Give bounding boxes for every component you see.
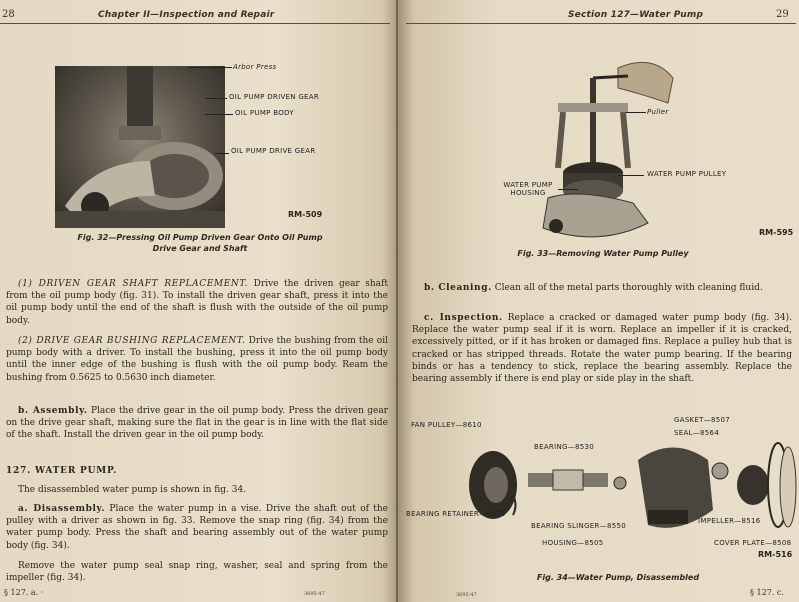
callout-drive-gear: OIL PUMP DRIVE GEAR (231, 147, 316, 155)
callout-housing: HOUSING—8505 (542, 539, 604, 547)
callout-seal: SEAL—8564 (674, 429, 720, 437)
paragraph-disassembly (6, 503, 388, 552)
paragraph-lead: (1) DRIVEN GEAR SHAFT REPLACEMENT. (18, 279, 249, 289)
figure-34-ref: RM-516 (758, 550, 793, 559)
figure-caption (20, 232, 380, 254)
leader-line (188, 67, 232, 68)
callout-pump-body: OIL PUMP BODY (235, 109, 294, 117)
puller-yoke (558, 103, 628, 112)
callout-bearing: BEARING—8530 (534, 443, 595, 451)
oil-pump-press-illustration (55, 66, 225, 228)
figure-34-caption: Fig. 34—Water Pump, Disassembled (536, 573, 700, 582)
paragraph-lead: a. Disassembly. (18, 504, 106, 514)
callout-fan-pulley: FAN PULLEY—8610 (411, 421, 482, 429)
leader-line (558, 189, 578, 190)
paragraph-drive-gear-bushing (6, 335, 388, 384)
paragraph-assembly (6, 405, 388, 442)
fan-pulley-hub (484, 467, 508, 503)
impeller (737, 465, 769, 505)
paragraph-driven-gear-shaft (6, 278, 388, 327)
left-page (0, 0, 398, 602)
callout-housing (498, 181, 558, 197)
header-rule (406, 23, 796, 24)
housing-port (549, 219, 563, 233)
leader-line (215, 153, 229, 154)
callout-gasket: GASKET—8507 (674, 416, 731, 424)
caption-line-2: Drive Gear and Shaft (152, 244, 248, 253)
callout-bearing-retainer: BEARING RETAINER—8576 (406, 510, 506, 518)
callout-impeller: IMPELLER—8516 (698, 517, 761, 525)
paragraph-cleaning (412, 282, 792, 294)
figure-photo (55, 66, 225, 228)
paragraph-intro: The disassembled water pump is shown in fig. 34. (18, 485, 247, 495)
callout-cover-plate: COVER PLATE—8508 (714, 539, 792, 547)
caption-line-1: Fig. 32—Pressing Oil Pump Driven Gear Onto Oil Pump (77, 233, 323, 242)
seal (712, 463, 728, 479)
leader-line (618, 175, 644, 176)
paragraph-lead: (2) DRIVE GEAR BUSHING REPLACEMENT. (18, 336, 246, 346)
running-head: Section 127—Water Pump (568, 10, 704, 20)
paragraph-lead: b. Assembly. (18, 406, 88, 416)
housing-outlet (648, 510, 688, 524)
press-head (119, 126, 161, 140)
press-ram (127, 66, 153, 136)
footer-section-ref: § 127. c. (750, 588, 784, 597)
footer-code: 3695-47 (456, 592, 477, 598)
paragraph-body: Place the drive gear in the oil pump body. Press the driven gear on the drive gear shaft, making sure the flat in the gear is in line with the flat side of the shaft. Install the driven gear in the oil pump body. (6, 406, 388, 441)
puller-illustration (478, 48, 678, 248)
hand (618, 62, 673, 103)
puller-handle (593, 76, 628, 78)
paragraph-lead: c. Inspection. (424, 313, 503, 323)
figure-33-ref: RM-595 (759, 228, 794, 237)
leader-line (626, 112, 646, 113)
callout-bearing-slinger: BEARING SLINGER—8550 (531, 522, 626, 530)
page-number: 28 (2, 9, 15, 20)
footer-section-ref: § 127. a. · (4, 588, 44, 597)
header-rule (0, 23, 390, 24)
leader-line (205, 114, 233, 115)
running-head: Chapter II—Inspection and Repair (98, 10, 275, 20)
callout-pulley: WATER PUMP PULLEY (647, 170, 727, 178)
press-bed (55, 211, 225, 228)
figure-34 (406, 415, 798, 575)
callout-housing-line-1: WATER PUMP (503, 181, 553, 189)
section-heading: 127. WATER PUMP. (6, 466, 118, 476)
paragraph-body: Replace a cracked or damaged water pump body (fig. 34). Replace the water pump seal if it is worn. Replace an impeller if it is cracked, excessively pitted, or if it has broken or damaged fins. Replace a pulley hub that is cracked or has stripped threads. Rotate the water pump bearing. If the bearing binds or has a tendency to stick, replace the bearing assembly. Replace the bearing assembly if there is end play or side play in the shaft. (412, 313, 792, 385)
callout-puller: Puller (647, 108, 669, 116)
callout-housing-line-2: HOUSING (510, 189, 546, 197)
right-page (398, 0, 799, 602)
bearing-retainer (513, 495, 516, 515)
callout-arbor-press: Arbor Press (233, 63, 277, 71)
paragraph-body: Drive the driven gear shaft from the oil pump body (fig. 31). To install the driven gear shaft, press it into the oil pump body until the end of the shaft is flush with the outside of the oil pump body. (6, 279, 388, 326)
callout-driven-gear: OIL PUMP DRIVEN GEAR (229, 93, 320, 101)
leader-line (205, 98, 227, 99)
paragraph-inspection (412, 312, 792, 385)
footer-code: 3695-47 (304, 591, 325, 597)
paragraph-body: Place the water pump in a vise. Drive the shaft out of the pulley with a driver as shown in fig. 33. Remove the snap ring (fig. 34) from the water pump body. Press the shaft and bearing assembly out of the water pump body (fig. 34). (6, 504, 388, 551)
paragraph-seal-removal: Remove the water pump seal snap ring, washer, seal and spring from the impeller (fig. 34). (6, 561, 388, 584)
figure-33 (458, 48, 798, 248)
bearing (553, 470, 583, 490)
figure-ref: RM-509 (288, 210, 323, 219)
cover-plate (780, 447, 796, 527)
bearing-slinger (614, 477, 626, 489)
paragraph-body: Drive the bushing from the oil pump body with a driver. To install the bushing, press it into the oil pump body until the inner edge of the bushing is flush with the oil pump body. Ream the bushing from 0.5625 to 0.5630 inch diameter. (6, 336, 388, 383)
figure-32 (55, 58, 395, 238)
page-number: 29 (776, 9, 789, 20)
paragraph-lead: b. Cleaning. (424, 283, 492, 293)
paragraph-body: Clean all of the metal parts thoroughly with cleaning fluid. (494, 283, 763, 293)
figure-33-caption: Fig. 33—Removing Water Pump Pulley (517, 249, 689, 258)
